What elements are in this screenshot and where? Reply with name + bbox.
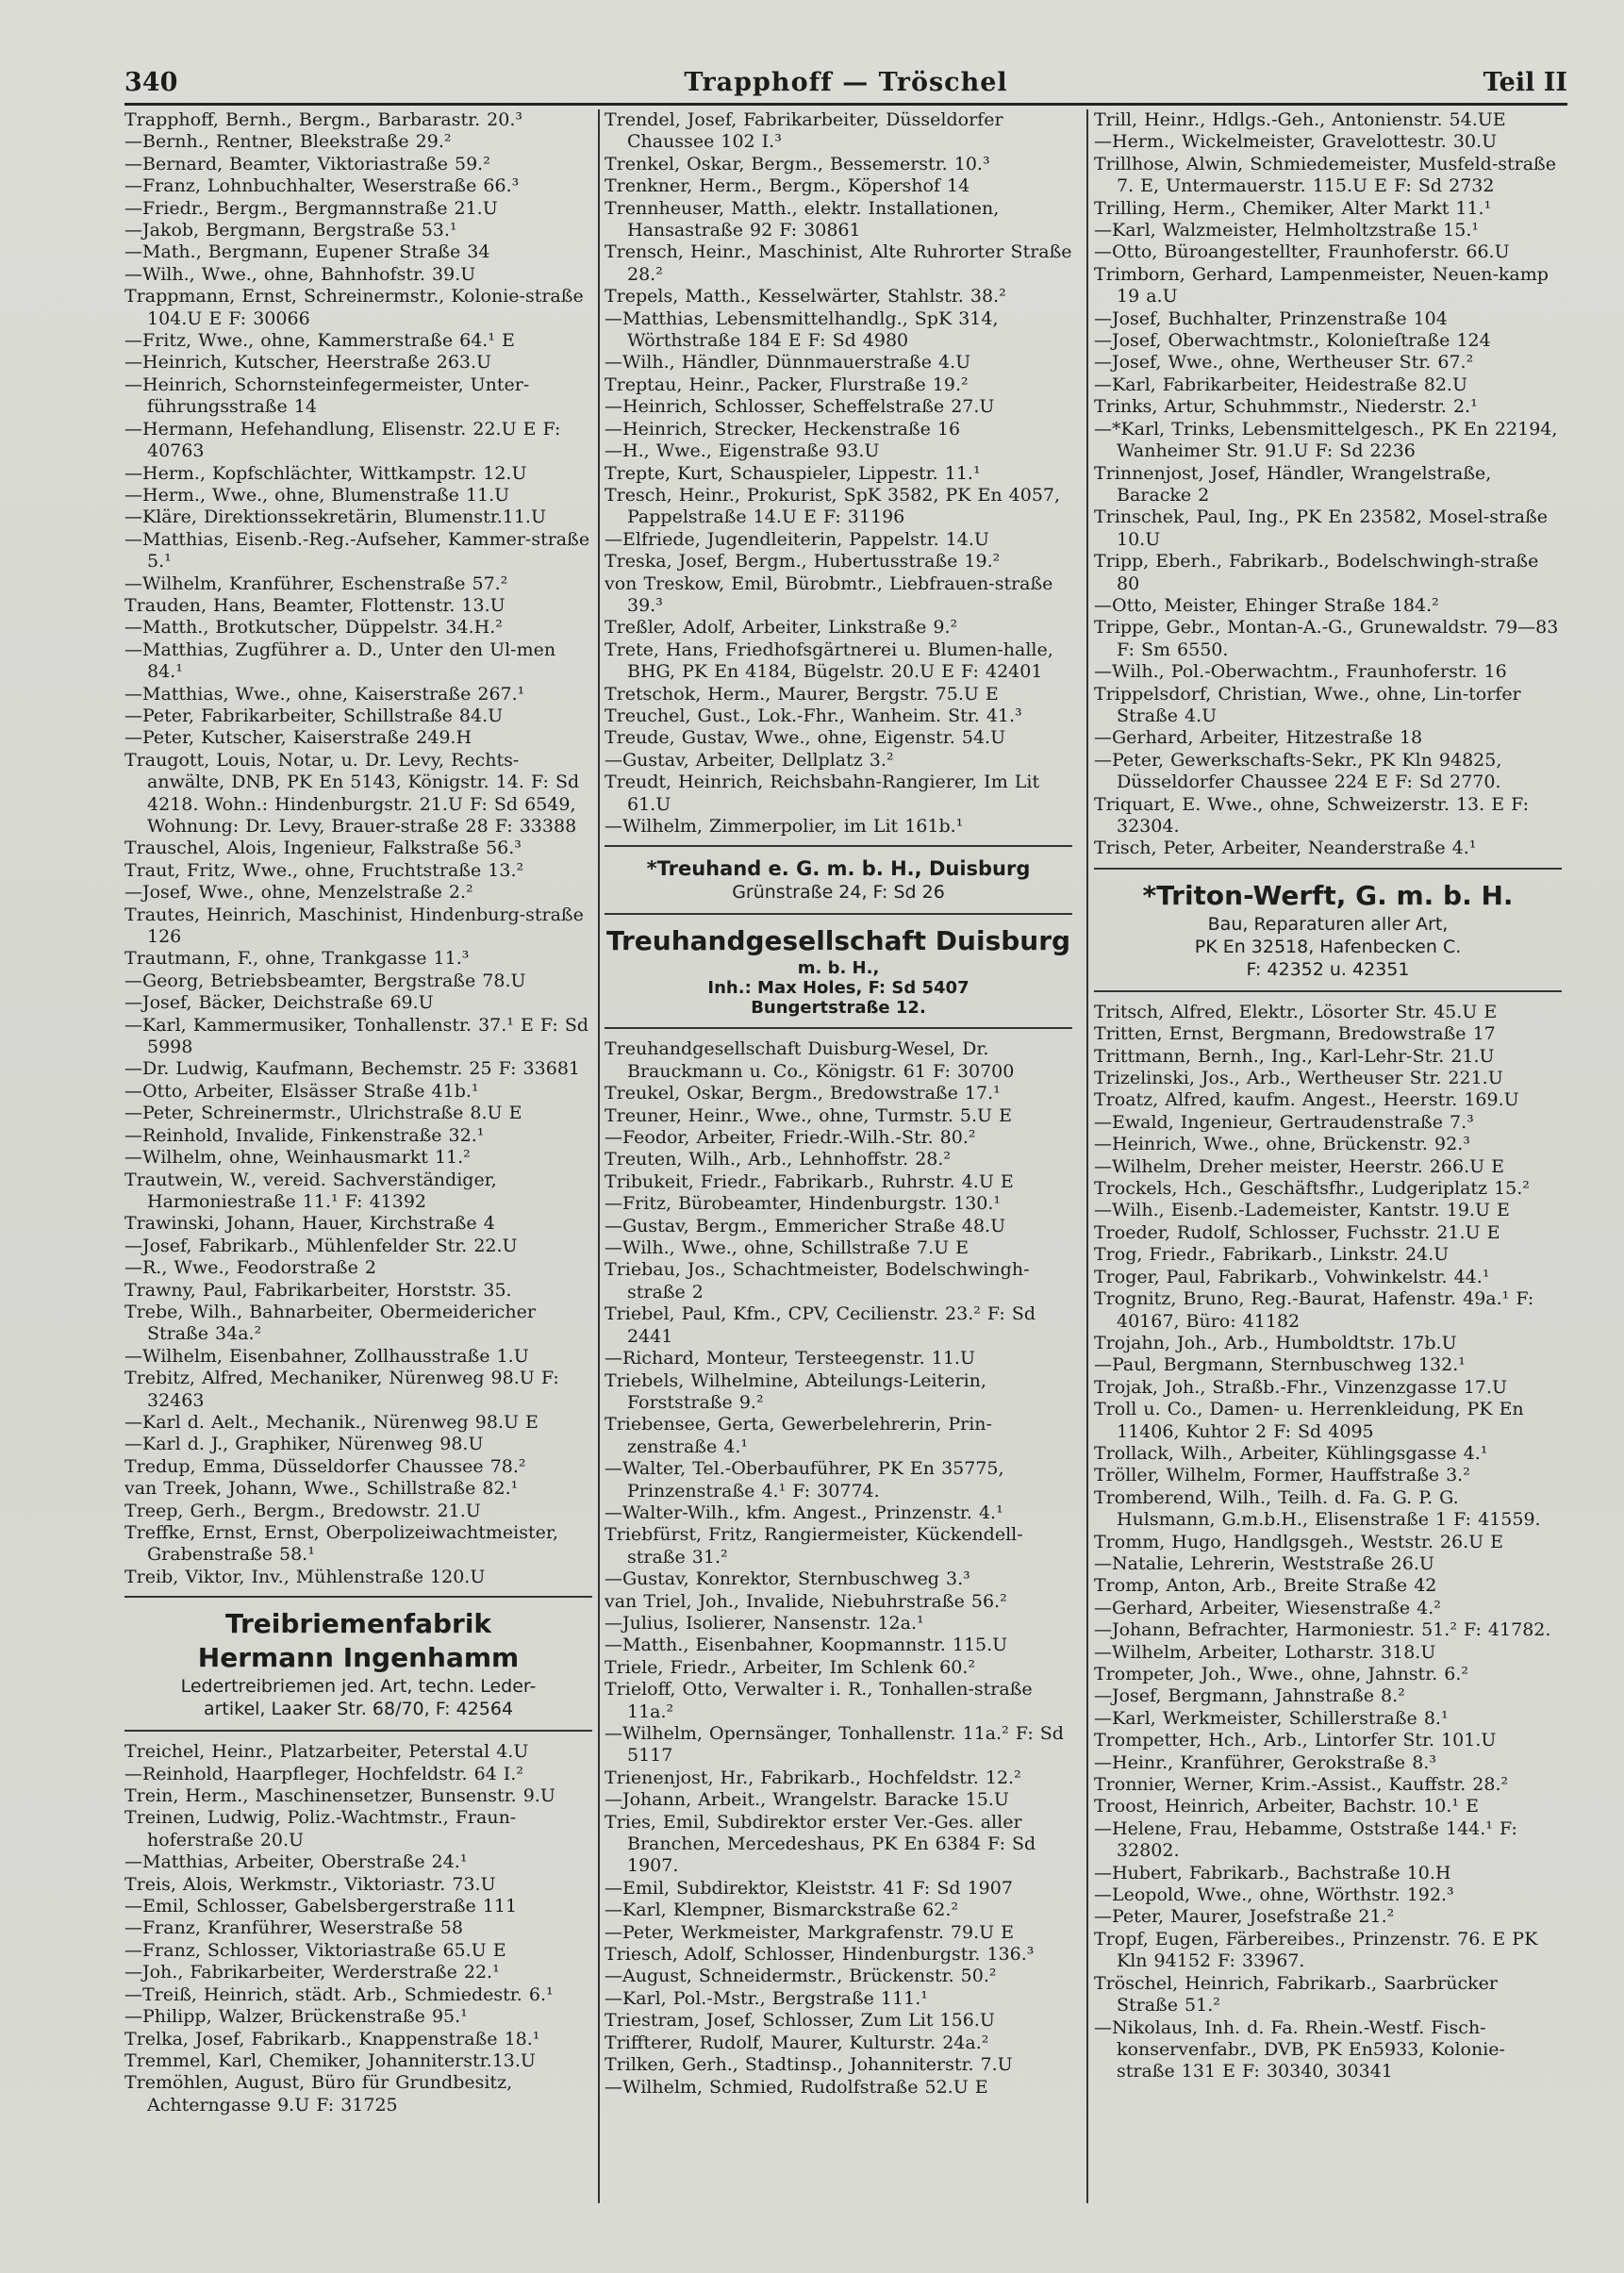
- directory-entry: Triebel, Paul, Kfm., CPV, Cecilienstr. 23.² F: Sd 2441: [605, 1303, 1036, 1347]
- entry-list: [605, 1038, 1072, 2099]
- directory-entry: Troll u. Co., Damen- u. Herrenkleidung, PK En 11406, Kuhtor 2 F: Sd 4095: [1094, 1399, 1524, 1442]
- directory-entry: —Josef, Buchhalter, Prinzenstraße 104: [1094, 307, 1448, 329]
- directory-entry: Trizelinski, Jos., Arb., Wertheuser Str. 221.U: [1094, 1068, 1503, 1089]
- directory-entry: —Philipp, Walzer, Brückenstraße 95.¹: [124, 2006, 468, 2028]
- directory-entry: Treuten, Wilh., Arb., Lehnhoffstr. 28.²: [605, 1149, 952, 1170]
- directory-entry: —Karl, Walzmeister, Helmholtzstraße 15.¹: [1094, 220, 1480, 241]
- directory-entry: Triele, Friedr., Arbeiter, Im Schlenk 60.²: [605, 1656, 975, 1678]
- directory-entry: Tries, Emil, Subdirektor erster Ver.-Ges. aller Branchen, Mercedeshaus, PK En 6384 F: Sd 1907.: [605, 1811, 1036, 1877]
- directory-entry: —Reinhold, Haarpfleger, Hochfeldstr. 64 I.²: [124, 1763, 523, 1784]
- advert-line: m. b. H.,: [797, 958, 880, 979]
- directory-entry: —Paul, Bergmann, Sternbuschweg 132.¹: [1094, 1354, 1466, 1376]
- advert-line: *Triton-Werft, G. m. b. H.: [1142, 879, 1514, 911]
- directory-entry: Treuner, Heinr., Wwe., ohne, Turmstr. 5.U E: [605, 1104, 1012, 1126]
- directory-entry: —Karl, Fabrikarbeiter, Heidestraße 82.U: [1094, 373, 1467, 395]
- directory-entry: Trieloff, Otto, Verwalter i. R., Tonhallen-straße 11a.²: [605, 1679, 1033, 1722]
- directory-entry: —H., Wwe., Eigenstraße 93.U: [605, 440, 880, 462]
- directory-entry: —Ewald, Ingenieur, Gertraudenstraße 7.³: [1094, 1111, 1474, 1133]
- directory-entry: Trepels, Matth., Kesselwärter, Stahlstr. 38.²: [605, 286, 1006, 307]
- directory-entry: Trollack, Wilh., Arbeiter, Kühlingsgasse 4.¹: [1094, 1442, 1488, 1464]
- directory-entry: —Peter, Gewerkschafts-Sekr., PK Kln 94825, Düsseldorfer Chaussee 224 E F: Sd 2770.: [1094, 749, 1502, 793]
- directory-entry: —Matthias, Lebensmittelhandlg., SpK 314, Wörthstraße 184 E F: Sd 4980: [605, 307, 999, 352]
- directory-entry: —Heinr., Kranführer, Gerokstraße 8.³: [1094, 1751, 1436, 1773]
- directory-entry: Treuhandgesellschaft Duisburg-Wesel, Dr. Brauckmann u. Co., Königstr. 61 F: 30700: [605, 1038, 1015, 1082]
- entry-list: [1094, 1002, 1562, 2083]
- directory-entry: —Karl d. J., Graphiker, Nürenweg 98.U: [124, 1434, 484, 1455]
- directory-entry: —Bernh., Rentner, Bleekstraße 29.²: [124, 131, 452, 153]
- advert-line: Bau, Reparaturen aller Art,: [1207, 913, 1449, 935]
- directory-entry: Trautes, Heinrich, Maschinist, Hindenburg-straße 126: [124, 904, 584, 948]
- directory-entry: —Gustav, Konrektor, Sternbuschweg 3.³: [605, 1568, 970, 1590]
- advert-treibriemenfabrik: [124, 1607, 592, 1720]
- directory-entry: Trojak, Joh., Straßb.-Fhr., Vinzenzgasse 17.U: [1094, 1376, 1508, 1398]
- directory-entry: —Otto, Arbeiter, Elsässer Straße 41b.¹: [124, 1080, 479, 1102]
- directory-entry: —Josef, Bäcker, Deichstraße 69.U: [124, 992, 434, 1014]
- directory-entry: Traugott, Louis, Notar, u. Dr. Levy, Rechts-anwälte, DNB, PK En 5143, Königstr. 14. F: Sd 4218. Wohn.: Hindenburgstr. 21.U F: Sd 6549, Wohnung: Dr. Levy, Brauer-straße 28 F: 33388: [124, 749, 580, 837]
- separator: [1094, 868, 1562, 870]
- advert-treuhandgesellschaft: [605, 924, 1072, 1018]
- directory-entry: Tredup, Emma, Düsseldorfer Chaussee 78.²: [124, 1455, 526, 1477]
- directory-entry: Tribukeit, Friedr., Fabrikarb., Ruhrstr. 4.U E: [605, 1170, 1014, 1192]
- directory-entry: —Matthias, Zugführer a. D., Unter den Ul-men 84.¹: [124, 639, 556, 683]
- directory-entry: —Otto, Büroangestellter, Fraunhoferstr. 66.U: [1094, 241, 1510, 263]
- directory-entry: Treuchel, Gust., Lok.-Fhr., Wanheim. Str. 41.³: [605, 705, 1022, 726]
- directory-entry: —Josef, Wwe., ohne, Wertheuser Str. 67.²: [1094, 352, 1474, 373]
- directory-entry: Treudt, Heinrich, Reichsbahn-Rangierer, Im Lit 61.U: [605, 771, 1040, 815]
- directory-entry: Trimborn, Gerhard, Lampenmeister, Neuen-kamp 19 a.U: [1094, 263, 1549, 307]
- entry-list: [124, 109, 592, 1588]
- directory-entry: Trendel, Josef, Fabrikarbeiter, Düsseldorfer Chaussee 102 I.³: [605, 109, 1003, 153]
- directory-entry: —Math., Bergmann, Eupener Straße 34: [124, 241, 490, 263]
- directory-entry: Trippelsdorf, Christian, Wwe., ohne, Lin-torfer Straße 4.U: [1094, 683, 1521, 726]
- directory-entry: Trinks, Artur, Schuhmmstr., Niederstr. 2.¹: [1094, 396, 1478, 418]
- directory-entry: —Fritz, Bürobeamter, Hindenburgstr. 130.¹: [605, 1193, 1002, 1215]
- directory-entry: —Dr. Ludwig, Kaufmann, Bechemstr. 25 F: 33681: [124, 1058, 581, 1080]
- directory-entry: —Wilhelm, Zimmerpolier, im Lit 161b.¹: [605, 816, 964, 837]
- directory-entry: —Walter, Tel.-Oberbauführer, PK En 35775, Prinzenstraße 4.¹ F: 30774.: [605, 1458, 1004, 1502]
- directory-entry: —Bernard, Beamter, Viktoriastraße 59.²: [124, 153, 490, 174]
- directory-entry: Treukel, Oskar, Bergm., Bredowstraße 17.¹: [605, 1083, 1001, 1104]
- column-3: [1094, 109, 1562, 2203]
- directory-entry: —Karl, Kammermusiker, Tonhallenstr. 37.¹ E F: Sd 5998: [124, 1014, 588, 1058]
- directory-entry: —Otto, Meister, Ehinger Straße 184.²: [1094, 594, 1439, 616]
- directory-entry: Trautwein, W., vereid. Sachverständiger, Harmoniestraße 11.¹ F: 41392: [124, 1169, 497, 1212]
- directory-entry: —Hermann, Hefehandlung, Elisenstr. 22.U E F: 40763: [124, 418, 561, 462]
- separator: [605, 913, 1072, 915]
- directory-entry: —Wilh., Pol.-Oberwachtm., Fraunhoferstr. 16: [1094, 661, 1507, 683]
- directory-entry: Tröller, Wilhelm, Former, Hauffstraße 3.²: [1094, 1465, 1470, 1486]
- directory-entry: Treptau, Heinr., Packer, Flurstraße 19.²: [605, 373, 969, 395]
- directory-entry: Triquart, E. Wwe., ohne, Schweizerstr. 13. E F: 32304.: [1094, 793, 1530, 837]
- directory-entry: Treep, Gerh., Bergm., Bredowstr. 21.U: [124, 1500, 481, 1521]
- directory-entry: Triffterer, Rudolf, Maurer, Kulturstr. 24a.²: [605, 2032, 989, 2053]
- directory-entry: Trauschel, Alois, Ingenieur, Falkstraße 56.³: [124, 838, 522, 859]
- separator: [605, 1027, 1072, 1029]
- directory-entry: —Wilhelm, Eisenbahner, Zollhausstraße 1.U: [124, 1345, 529, 1367]
- advert-line: Grünstraße 24, F: Sd 26: [732, 882, 945, 904]
- directory-entry: —Wilh., Wwe., ohne, Schillstraße 7.U E: [605, 1237, 969, 1259]
- directory-entry: Treichel, Heinr., Platzarbeiter, Peterstal 4.U: [124, 1741, 529, 1763]
- advert-line: Ledertreibriemen jed. Art, techn. Leder-: [180, 1676, 537, 1698]
- directory-entry: Tremmel, Karl, Chemiker, Johanniterstr.13.U: [124, 2049, 536, 2071]
- directory-entry: Treis, Alois, Werkmstr., Viktoriastr. 73.U: [124, 1873, 496, 1895]
- directory-entry: Trein, Herm., Maschinensetzer, Bunsenstr. 9.U: [124, 1785, 555, 1807]
- directory-entry: —Gerhard, Arbeiter, Hitzestraße 18: [1094, 727, 1423, 749]
- directory-entry: —Peter, Fabrikarbeiter, Schillstraße 84.U: [124, 705, 504, 726]
- directory-entry: Trippe, Gebr., Montan-A.-G., Grunewaldstr. 79—83 F: Sm 6550.: [1094, 617, 1559, 660]
- directory-entry: Trog, Friedr., Fabrikarb., Linkstr. 24.U: [1094, 1244, 1450, 1266]
- directory-entry: Triestram, Josef, Schlosser, Zum Lit 156.U: [605, 2010, 995, 2032]
- column-divider: [1086, 109, 1088, 2203]
- advert-line: artikel, Laaker Str. 68/70, F: 42564: [203, 1699, 514, 1720]
- advert-line: Hermann Ingenhamm: [197, 1642, 520, 1674]
- directory-entry: —Heinrich, Wwe., ohne, Brückenstr. 92.³: [1094, 1134, 1470, 1155]
- directory-entry: von Treskow, Emil, Bürobmtr., Liebfrauen-straße 39.³: [605, 572, 1053, 616]
- entry-list: [124, 1741, 592, 2116]
- directory-entry: Treude, Gustav, Wwe., ohne, Eigenstr. 54.U: [605, 727, 1006, 749]
- directory-entry: —Matth., Eisenbahner, Koopmannstr. 115.U: [605, 1634, 1008, 1656]
- directory-entry: —Wilh., Eisenb.-Lademeister, Kantstr. 19.U E: [1094, 1200, 1510, 1221]
- separator: [124, 1730, 592, 1732]
- directory-entry: —Walter-Wilh., kfm. Angest., Prinzenstr. 4.¹: [605, 1502, 1003, 1523]
- directory-entry: Trauden, Hans, Beamter, Flottenstr. 13.U: [124, 594, 505, 616]
- header-rule: [124, 103, 1567, 106]
- directory-entry: Triebau, Jos., Schachtmeister, Bodelschwingh-straße 2: [605, 1259, 1030, 1302]
- directory-entry: —Franz, Schlosser, Viktoriastraße 65.U E: [124, 1939, 506, 1961]
- directory-entry: van Treek, Johann, Wwe., Schillstraße 82.¹: [124, 1478, 519, 1500]
- directory-entry: —Joh., Fabrikarbeiter, Werderstraße 22.¹: [124, 1962, 500, 1983]
- directory-entry: Triebensee, Gerta, Gewerbelehrerin, Prin-zenstraße 4.¹: [605, 1414, 992, 1457]
- directory-entry: —Franz, Lohnbuchhalter, Weserstraße 66.³: [124, 175, 520, 197]
- directory-entry: Trenkner, Herm., Bergm., Köpershof 14: [605, 175, 970, 197]
- directory-entry: Triesch, Adolf, Schlosser, Hindenburgstr. 136.³: [605, 1944, 1035, 1966]
- directory-entry: Troatz, Alfred, kaufm. Angest., Heerstr. 169.U: [1094, 1089, 1519, 1111]
- directory-entry: Trilken, Gerh., Stadtinsp., Johanniterstr. 7.U: [605, 2054, 1013, 2076]
- directory-entry: —Karl, Pol.-Mstr., Bergstraße 111.¹: [605, 1987, 928, 2009]
- entry-list: [605, 109, 1072, 838]
- directory-entry: van Triel, Joh., Invalide, Niebuhrstraße 56.²: [605, 1590, 1007, 1612]
- directory-entry: Triebfürst, Fritz, Rangiermeister, Kückendell-straße 31.²: [605, 1524, 1023, 1568]
- directory-entry: —Emil, Schlosser, Gabelsbergerstraße 111: [124, 1896, 518, 1917]
- separator: [605, 845, 1072, 847]
- page-title: Trapphoff — Tröschel: [684, 68, 1008, 97]
- directory-entry: Trompeter, Joh., Wwe., ohne, Jahnstr. 6.²: [1094, 1664, 1468, 1684]
- directory-entry: —Herm., Wwe., ohne, Blumenstraße 11.U: [124, 484, 510, 506]
- directory-entry: —Emil, Subdirektor, Kleiststr. 41 F: Sd 1907: [605, 1877, 1013, 1899]
- directory-entry: —Wilh., Händler, Dünnmauerstraße 4.U: [605, 352, 971, 373]
- directory-entry: —Hubert, Fabrikarb., Bachstraße 10.H: [1094, 1862, 1451, 1883]
- separator: [124, 1596, 592, 1598]
- directory-entry: —Heinrich, Strecker, Heckenstraße 16: [605, 418, 961, 440]
- column-divider: [598, 109, 600, 2203]
- directory-entry: Tretschok, Herm., Maurer, Bergstr. 75.U E: [605, 683, 999, 705]
- directory-entry: —Fritz, Wwe., ohne, Kammerstraße 64.¹ E: [124, 330, 515, 352]
- directory-entry: Trinschek, Paul, Ing., PK En 23582, Mosel-straße 10.U: [1094, 506, 1549, 550]
- directory-entry: Tröschel, Heinrich, Fabrikarb., Saarbrücker Straße 51.²: [1094, 1972, 1498, 2016]
- directory-entry: Trebitz, Alfred, Mechaniker, Nürenweg 98.U F: 32463: [124, 1368, 559, 1411]
- directory-entry: —Peter, Maurer, Josefstraße 21.²: [1094, 1906, 1395, 1928]
- advert-line: Treuhandgesellschaft Duisburg: [605, 925, 1071, 957]
- directory-entry: Tritsch, Alfred, Elektr., Lösorter Str. 45.U E: [1094, 1001, 1498, 1022]
- directory-entry: Trelka, Josef, Fabrikarb., Knappenstraße 18.¹: [124, 2028, 540, 2049]
- directory-entry: Tronnier, Werner, Krim.-Assist., Kauffstr. 28.²: [1094, 1774, 1509, 1796]
- directory-entry: Treinen, Ludwig, Poliz.-Wachtmstr., Fraun-hoferstraße 20.U: [124, 1807, 517, 1850]
- directory-entry: Troeder, Rudolf, Schlosser, Fuchsstr. 21.U E: [1094, 1221, 1500, 1243]
- directory-entry: —Karl d. Aelt., Mechanik., Nürenweg 98.U E: [124, 1411, 539, 1433]
- directory-entry: —Wilhelm, Kranführer, Eschenstraße 57.²: [124, 572, 508, 594]
- directory-entry: Trete, Hans, Friedhofsgärtnerei u. Blumen-halle, BHG, PK En 4184, Bügelstr. 20.U E F: 42401: [605, 639, 1053, 683]
- column-1: [124, 109, 592, 2203]
- directory-entry: —Franz, Kranführer, Weserstraße 58: [124, 1917, 463, 1939]
- advert-line: Treibriemenfabrik: [224, 1608, 492, 1640]
- directory-entry: —Peter, Kutscher, Kaiserstraße 249.H: [124, 727, 472, 749]
- directory-entry: Treßler, Adolf, Arbeiter, Linkstraße 9.²: [605, 617, 958, 639]
- directory-entry: Tremöhlen, August, Büro für Grundbesitz, Achterngasse 9.U F: 31725: [124, 2072, 513, 2115]
- directory-entry: Trill, Heinr., Hdlgs.-Geh., Antonienstr. 54.UE: [1094, 109, 1506, 130]
- directory-entry: —Gerhard, Arbeiter, Wiesenstraße 4.²: [1094, 1597, 1441, 1618]
- directory-entry: Trautmann, F., ohne, Trankgasse 11.³: [124, 948, 470, 970]
- directory-entry: Trienenjost, Hr., Fabrikarb., Hochfeldstr. 12.²: [605, 1767, 1021, 1788]
- directory-entry: Trockels, Hch., Geschäftsfhr., Ludgeriplatz 15.²: [1094, 1178, 1530, 1200]
- directory-entry: —Helene, Frau, Hebamme, Oststraße 144.¹ F: 32802.: [1094, 1817, 1517, 1862]
- directory-entry: Trenkel, Oskar, Bergm., Bessemerstr. 10.³: [605, 153, 990, 174]
- directory-entry: Tromp, Anton, Arb., Breite Straße 42: [1094, 1575, 1437, 1597]
- separator: [1094, 990, 1562, 992]
- directory-entry: —Natalie, Lehrerin, Weststraße 26.U: [1094, 1552, 1434, 1574]
- directory-entry: —Matthias, Arbeiter, Oberstraße 24.¹: [124, 1851, 468, 1873]
- directory-entry: —Johann, Arbeit., Wrangelstr. Baracke 15.U: [605, 1789, 1009, 1811]
- directory-entry: —Wilhelm, ohne, Weinhausmarkt 11.²: [124, 1147, 471, 1169]
- directory-entry: Trojahn, Joh., Arb., Humboldtstr. 17b.U: [1094, 1332, 1457, 1353]
- directory-entry: Trinnenjost, Josef, Händler, Wrangelstraße, Baracke 2: [1094, 462, 1492, 506]
- directory-entry: —Herm., Kopfschlächter, Wittkampstr. 12.U: [124, 462, 527, 484]
- directory-entry: Treffke, Ernst, Ernst, Oberpolizeiwachtmeister, Grabenstraße 58.¹: [124, 1522, 558, 1566]
- directory-entry: Trawinski, Johann, Hauer, Kirchstraße 4: [124, 1213, 495, 1235]
- directory-entry: Traut, Fritz, Wwe., ohne, Fruchtstraße 13.²: [124, 859, 524, 881]
- directory-entry: —Karl, Werkmeister, Schillerstraße 8.¹: [1094, 1707, 1449, 1729]
- directory-entry: —Johann, Befrachter, Harmoniestr. 51.² F: 41782.: [1094, 1619, 1551, 1641]
- directory-entry: —Heinrich, Schornsteinfegermeister, Unter-führungsstraße 14: [124, 373, 530, 418]
- advert-line: Inh.: Max Holes, F: Sd 5407: [707, 978, 969, 999]
- directory-entry: Trisch, Peter, Arbeiter, Neanderstraße 4.¹: [1094, 838, 1477, 859]
- directory-entry: Trompetter, Hch., Arb., Lintorfer Str. 101.U: [1094, 1730, 1497, 1751]
- page-number: 340: [124, 68, 178, 97]
- directory-entry: —Heinrich, Kutscher, Heerstraße 263.U: [124, 352, 492, 373]
- advert-treuhand: [605, 856, 1072, 904]
- directory-entry: Tripp, Eberh., Fabrikarb., Bodelschwingh-straße 80: [1094, 551, 1539, 594]
- directory-entry: —Josef, Bergmann, Jahnstraße 8.²: [1094, 1685, 1405, 1707]
- directory-entry: —Georg, Betriebsbeamter, Bergstraße 78.U: [124, 970, 526, 991]
- directory-entry: —Nikolaus, Inh. d. Fa. Rhein.-Westf. Fisch-konservenfabr., DVB, PK En5933, Kolonie-straße 131 E F: 30340, 30341: [1094, 2016, 1505, 2082]
- directory-entry: —Wilhelm, Opernsänger, Tonhallenstr. 11a.² F: Sd 5117: [605, 1723, 1064, 1767]
- directory-entry: Trognitz, Bruno, Reg.-Baurat, Hafenstr. 49a.¹ F: 40167, Büro: 41182: [1094, 1288, 1534, 1332]
- directory-entry: —Josef, Oberwachtmstr., Kolonieſtraße 124: [1094, 330, 1491, 352]
- directory-entry: —Karl, Klempner, Bismarckstraße 62.²: [605, 1900, 958, 1921]
- directory-entry: —Julius, Isolierer, Nansenstr. 12a.¹: [605, 1612, 924, 1634]
- part-label: Teil II: [1483, 68, 1567, 97]
- advert-line: Bungertstraße 12.: [751, 998, 926, 1019]
- column-2: [605, 109, 1072, 2203]
- directory-entry: Trittmann, Bernh., Ing., Karl-Lehr-Str. 21.U: [1094, 1045, 1495, 1067]
- directory-entry: —Wilhelm, Dreher meister, Heerstr. 266.U E: [1094, 1155, 1505, 1177]
- advert-line: *Treuhand e. G. m. b. H., Duisburg: [646, 857, 1031, 881]
- directory-entry: —Herm., Wickelmeister, Gravelottestr. 30.U: [1094, 131, 1498, 153]
- directory-entry: Trennheuser, Matth., elektr. Installationen, Hansastraße 92 F: 30861: [605, 197, 1000, 241]
- page-header: [124, 68, 1567, 106]
- directory-entry: —Feodor, Arbeiter, Friedr.-Wilh.-Str. 80.²: [605, 1127, 976, 1149]
- directory-entry: —Matth., Brotkutscher, Düppelstr. 34.H.²: [124, 617, 503, 639]
- entry-list: [1094, 109, 1562, 860]
- directory-entry: —Elfriede, Jugendleiterin, Pappelstr. 14.U: [605, 528, 989, 550]
- directory-entry: Treib, Viktor, Inv., Mühlenstraße 120.U: [124, 1566, 486, 1587]
- directory-entry: —Peter, Schreinermstr., Ulrichstraße 8.U E: [124, 1103, 522, 1124]
- directory-entry: —Gustav, Arbeiter, Dellplatz 3.²: [605, 749, 894, 771]
- directory-entry: Trebe, Wilh., Bahnarbeiter, Obermeidericher Straße 34a.²: [124, 1301, 536, 1345]
- directory-entry: Trilling, Herm., Chemiker, Alter Markt 11.¹: [1094, 197, 1492, 219]
- directory-entry: —Friedr., Bergm., Bergmannstraße 21.U: [124, 197, 498, 219]
- directory-entry: —Wilh., Wwe., ohne, Bahnhofstr. 39.U: [124, 263, 476, 285]
- advert-line: F: 42352 u. 42351: [1246, 958, 1410, 980]
- directory-entry: Tresch, Heinr., Prokurist, SpK 3582, PK En 4057, Pappelstraße 14.U E F: 31196: [605, 484, 1061, 528]
- directory-entry: Troost, Heinrich, Arbeiter, Bachstr. 10.¹ E: [1094, 1796, 1479, 1817]
- directory-entry: —Matthias, Eisenb.-Reg.-Aufseher, Kammer-straße 5.¹: [124, 528, 590, 572]
- directory-entry: Trawny, Paul, Fabrikarbeiter, Horststr. 35.: [124, 1279, 512, 1301]
- advert-triton-werft: [1094, 879, 1562, 981]
- directory-entry: —Gustav, Bergm., Emmericher Straße 48.U: [605, 1215, 1006, 1236]
- directory-entry: Treska, Josef, Bergm., Hubertusstraße 19.²: [605, 551, 1001, 572]
- directory-entry: —August, Schneidermstr., Brückenstr. 50.²: [605, 1966, 997, 1987]
- advert-line: PK En 32518, Hafenbecken C.: [1194, 936, 1462, 957]
- directory-entry: —Jakob, Bergmann, Bergstraße 53.¹: [124, 220, 457, 241]
- directory-entry: Trappmann, Ernst, Schreinermstr., Kolonie-straße 104.U E F: 30066: [124, 286, 584, 329]
- directory-entry: —Josef, Wwe., ohne, Menzelstraße 2.²: [124, 882, 473, 904]
- directory-entry: —Leopold, Wwe., ohne, Wörthstr. 192.³: [1094, 1884, 1454, 1906]
- directory-entry: —R., Wwe., Feodorstraße 2: [124, 1257, 376, 1279]
- directory-entry: Triebels, Wilhelmine, Abteilungs-Leiterin, Forststraße 9.²: [605, 1369, 986, 1413]
- directory-entry: —Treiß, Heinrich, städt. Arb., Schmiedestr. 6.¹: [124, 1983, 554, 2005]
- directory-entry: —Peter, Werkmeister, Markgrafenstr. 79.U E: [605, 1921, 1015, 1943]
- directory-entry: —Reinhold, Invalide, Finkenstraße 32.¹: [124, 1124, 485, 1146]
- directory-entry: Tropf, Eugen, Färbereibes., Prinzenstr. 76. E PK Kln 94152 F: 33967.: [1094, 1928, 1538, 1972]
- directory-entry: Troger, Paul, Fabrikarb., Vohwinkelstr. 44.¹: [1094, 1266, 1490, 1287]
- directory-entry: Trensch, Heinr., Maschinist, Alte Ruhrorter Straße 28.²: [605, 241, 1072, 285]
- directory-entry: Tromberend, Wilh., Teilh. d. Fa. G. P. G. Hulsmann, G.m.b.H., Elisenstraße 1 F: 41559.: [1094, 1486, 1541, 1531]
- directory-entry: —Josef, Fabrikarb., Mühlenfelder Str. 22.U: [124, 1235, 518, 1256]
- directory-entry: —Kläre, Direktionssekretärin, Blumenstr.11.U: [124, 506, 546, 528]
- directory-entry: —Matthias, Wwe., ohne, Kaiserstraße 267.¹: [124, 683, 525, 705]
- directory-entry: Trapphoff, Bernh., Bergm., Barbarastr. 20.³: [124, 109, 523, 130]
- directory-entry: —Heinrich, Schlosser, Scheffelstraße 27.U: [605, 396, 995, 418]
- directory-entry: Tromm, Hugo, Handlgsgeh., Weststr. 26.U E: [1094, 1531, 1504, 1552]
- directory-entry: —Wilhelm, Arbeiter, Lotharstr. 318.U: [1094, 1641, 1436, 1663]
- directory-entry: Tritten, Ernst, Bergmann, Bredowstraße 17: [1094, 1023, 1496, 1045]
- directory-entry: —Wilhelm, Schmied, Rudolfstraße 52.U E: [605, 2076, 988, 2098]
- directory-entry: —*Karl, Trinks, Lebensmittelgesch., PK En 22194, Wanheimer Str. 91.U F: Sd 2236: [1094, 418, 1558, 462]
- directory-entry: Trillhose, Alwin, Schmiedemeister, Musfeld-straße 7. E, Untermauerstr. 115.U E F: Sd 2732: [1094, 153, 1556, 197]
- directory-entry: Trepte, Kurt, Schauspieler, Lippestr. 11.¹: [605, 462, 981, 484]
- directory-entry: —Richard, Monteur, Tersteegenstr. 11.U: [605, 1348, 975, 1369]
